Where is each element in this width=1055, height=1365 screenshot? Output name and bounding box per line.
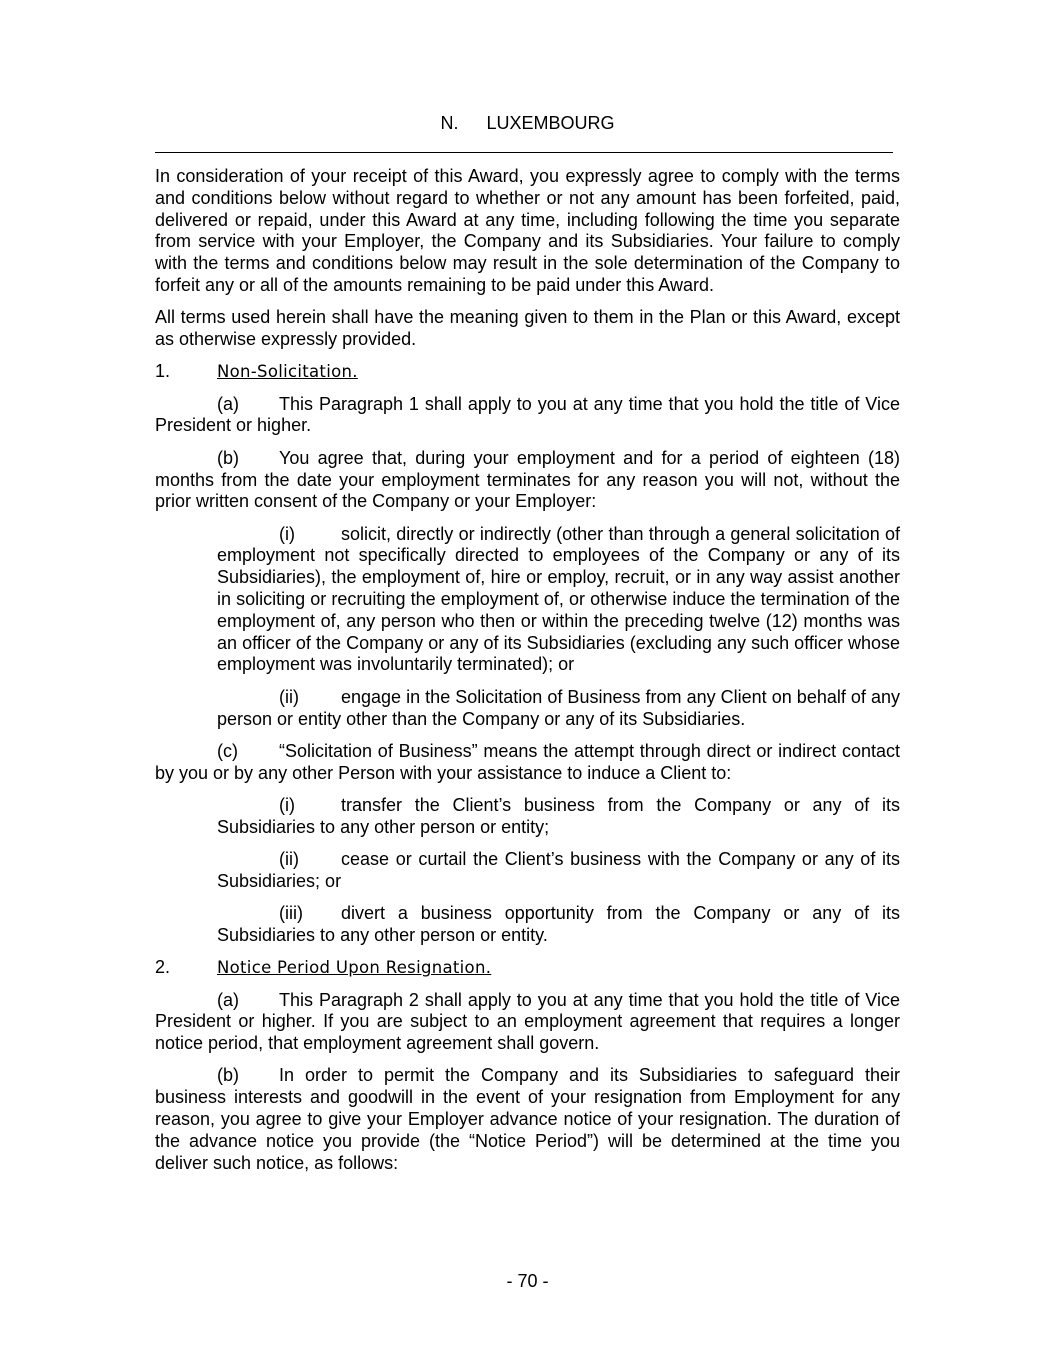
clause-text: solicit, directly or indirectly (other than through a general solicitation of employment not specifically directed to employees of the Company or any of its Subsidiaries), the employment of, hire or employ, recruit, or in any way assist another in soliciting or recruiting the employment of, or otherwise induce the termination of the employment of, any person who then or within the preceding twelve (12) months was an officer of the Company or any of its Subsidiaries (excluding any such officer whose employment was involuntarily terminated); or bbox=[217, 523, 900, 675]
clause-2b bbox=[155, 1065, 900, 1174]
clause-label: (ii) bbox=[279, 849, 299, 870]
clause-1c-iii bbox=[217, 903, 900, 947]
clause-label: (b) bbox=[217, 447, 239, 468]
clause-1c bbox=[155, 741, 900, 785]
clause-text: You agree that, during your employment and for a period of eighteen (18) months from the date your employment terminates for any reason you will not, without the prior written consent of the Company or your Employer: bbox=[155, 447, 900, 512]
section-2-heading bbox=[155, 957, 900, 979]
section-heading bbox=[0, 112, 1055, 134]
definitions-paragraph: All terms used herein shall have the meaning given to them in the Plan or this Award, except as otherwise expressly provided. bbox=[155, 307, 900, 350]
clause-label: (a) bbox=[217, 989, 239, 1010]
clause-text: cease or curtail the Client’s business with the Company or any of its Subsidiaries; or bbox=[217, 849, 900, 891]
heading-rule bbox=[155, 152, 893, 153]
section-1-title: Non-Solicitation. bbox=[217, 362, 358, 382]
clause-1b-ii bbox=[217, 687, 900, 731]
section-1-heading bbox=[155, 361, 900, 383]
section-2-title: Notice Period Upon Resignation. bbox=[217, 958, 492, 978]
section-2-number: 2. bbox=[155, 957, 171, 978]
clause-text: engage in the Solicitation of Business from any Client on behalf of any person or entity other than the Company or any of its Subsidiaries. bbox=[217, 686, 900, 729]
clause-label: (iii) bbox=[279, 903, 303, 924]
clause-text: This Paragraph 2 shall apply to you at any time that you hold the title of Vice President or higher. If you are subject to an employment agreement that requires a longer notice period, that employment agreement shall govern. bbox=[155, 989, 900, 1054]
clause-1a bbox=[155, 394, 900, 438]
clause-label: (ii) bbox=[279, 686, 299, 707]
clause-text: transfer the Client’s business from the Company or any of its Subsidiaries to any other person or entity; bbox=[217, 794, 900, 837]
clause-text: “Solicitation of Business” means the attempt through direct or indirect contact by you or by any other Person with your assistance to induce a Client to: bbox=[155, 740, 900, 783]
clause-1b-i bbox=[217, 524, 900, 677]
clause-1c-i bbox=[217, 795, 900, 839]
clause-text: In order to permit the Company and its Subsidiaries to safeguard their business interests and goodwill in the event of your resignation from Employment for any reason, you agree to give your Employer advance notice of your resignation. The duration of the advance notice you provide (the “Notice Period”) will be determined at the time you deliver such notice, as follows: bbox=[155, 1065, 900, 1173]
clause-label: (c) bbox=[217, 740, 238, 761]
clause-1c-ii bbox=[217, 849, 900, 893]
clause-label: (a) bbox=[217, 393, 239, 414]
section-heading-number: N. bbox=[440, 113, 459, 133]
clause-text: This Paragraph 1 shall apply to you at any time that you hold the title of Vice President or higher. bbox=[155, 393, 900, 436]
clause-label: (i) bbox=[279, 794, 295, 815]
clause-label: (i) bbox=[279, 523, 295, 544]
document-body bbox=[155, 166, 900, 1185]
page-number: - 70 - bbox=[506, 1271, 549, 1291]
clause-label: (b) bbox=[217, 1065, 239, 1086]
clause-1b bbox=[155, 448, 900, 513]
clause-2a bbox=[155, 990, 900, 1055]
clause-text: divert a business opportunity from the Company or any of its Subsidiaries to any other person or entity. bbox=[217, 903, 900, 945]
section-heading-title: LUXEMBOURG bbox=[486, 113, 615, 133]
section-1-number: 1. bbox=[155, 361, 171, 382]
intro-paragraph: In consideration of your receipt of this Award, you expressly agree to comply with the terms and conditions below without regard to whether or not any amount has been forfeited, paid, delivered or repaid, under this Award at any time, including following the time you separate from service with your Employer, the Company and its Subsidiaries. Your failure to comply with the terms and conditions below may result in the sole determination of the Company to forfeit any or all of the amounts remaining to be paid under this Award. bbox=[155, 166, 900, 295]
